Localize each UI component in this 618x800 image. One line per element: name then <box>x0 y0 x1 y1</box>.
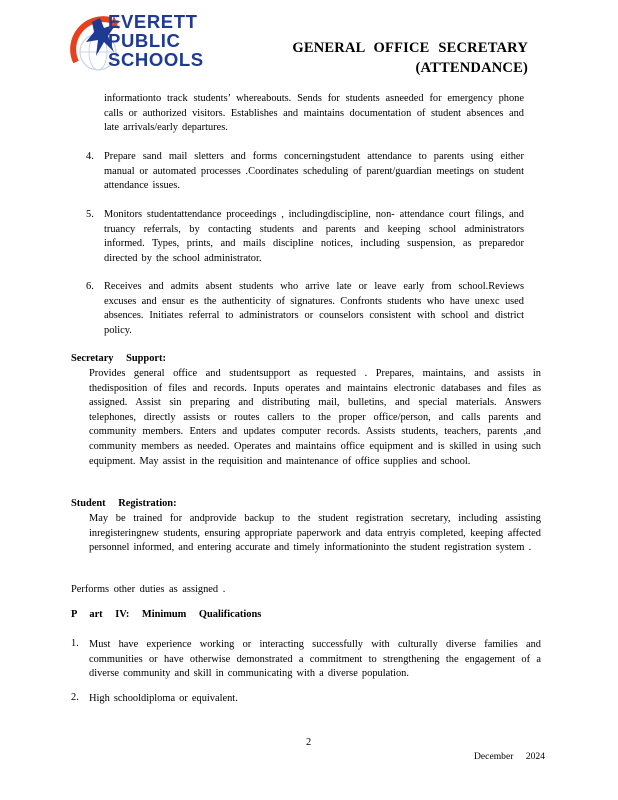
student-registration-heading: Student Registration: <box>71 498 177 509</box>
duty-6-text: Receives and admits absent students who arrive late or leave early from school.Reviews excuses and ensur es the authenticity of signatures. Confronts students who have unexc used absences. Initiates referral to administrators or counselors consistent with school and district policy. <box>104 281 524 336</box>
part-iv-heading: P art IV: Minimum Qualifications <box>71 609 262 620</box>
footer-date: December 2024 <box>474 751 546 762</box>
logo-wordmark <box>108 12 204 69</box>
duty-5-text: Monitors studentattendance proceedings , includingdiscipline, non- attendance court filings, and truancy referrals, by contacting students and parents and keeping school administrators informed. Types, prints, and mails discipline notices, including suspension, as preparedor directed by the school administrator. <box>104 209 524 264</box>
duty-6-number: 6. <box>86 281 94 292</box>
duty-4-number: 4. <box>86 151 94 162</box>
page-number: 2 <box>306 737 312 748</box>
document-title <box>292 38 528 78</box>
everett-public-schools-logo <box>70 12 240 78</box>
duty-5-number: 5. <box>86 209 94 220</box>
qualification-2-number: 2. <box>71 692 79 703</box>
student-registration-text: May be trained for andprovide backup to the student registration secretary, including assisting inregisteringnew students, ensuring appropriate paperwork and data entryis completed, keeping affected personnel informed, and entering accurate and timely informationinto the student registration system . <box>89 513 541 554</box>
logo-line-3: SCHOOLS <box>108 49 204 70</box>
other-duties-text: Performs other duties as assigned . <box>71 584 226 595</box>
secretary-support-text: Provides general office and studentsupport as requested . Prepares, maintains, and assists in thedisposition of files and records. Inputs operates and maintains electronic databases and files as assigned. Assist sin preparing and distributing mail, bulletins, and special materials. Answers telephones, directly assists or routes callers to the proper office/person, and calls parents and community members. Enters and updates computer records. Assists students, teachers, parents ,and community members as needed. Operates and maintains office equipment and is skilled in using such equipment. May assist in the requisition and maintenance of office supplies and school. <box>89 368 541 467</box>
logo-line-2: PUBLIC <box>108 30 181 51</box>
duty-4-text: Prepare sand mail sletters and forms concerningstudent attendance to parents using either manual or automated processes .Coordinates scheduling of parent/guardian meetings on student attendance issues. <box>104 151 524 192</box>
qualification-1-text: Must have experience working or interacting successfully with culturally diverse families and communities or have otherwise demonstrated a commitment to strengthening the engagement of a diverse community and skill in communicating with a diverse population. <box>89 639 541 680</box>
logo-line-1: EVERETT <box>108 11 198 32</box>
title-line-2: (ATTENDANCE) <box>415 60 528 76</box>
title-line-1: GENERAL OFFICE SECRETARY <box>292 40 528 56</box>
qualification-1-number: 1. <box>71 638 79 649</box>
duty-3-continued: informationto track students’ whereabouts. Sends for students asneeded for emergency phone calls or authorized visitors. Establishes and maintains documentation of student absences and late arrivals/early departures. <box>104 93 524 134</box>
qualification-2-text: High schooldiploma or equivalent. <box>89 693 238 704</box>
secretary-support-heading: Secretary Support: <box>71 353 166 364</box>
